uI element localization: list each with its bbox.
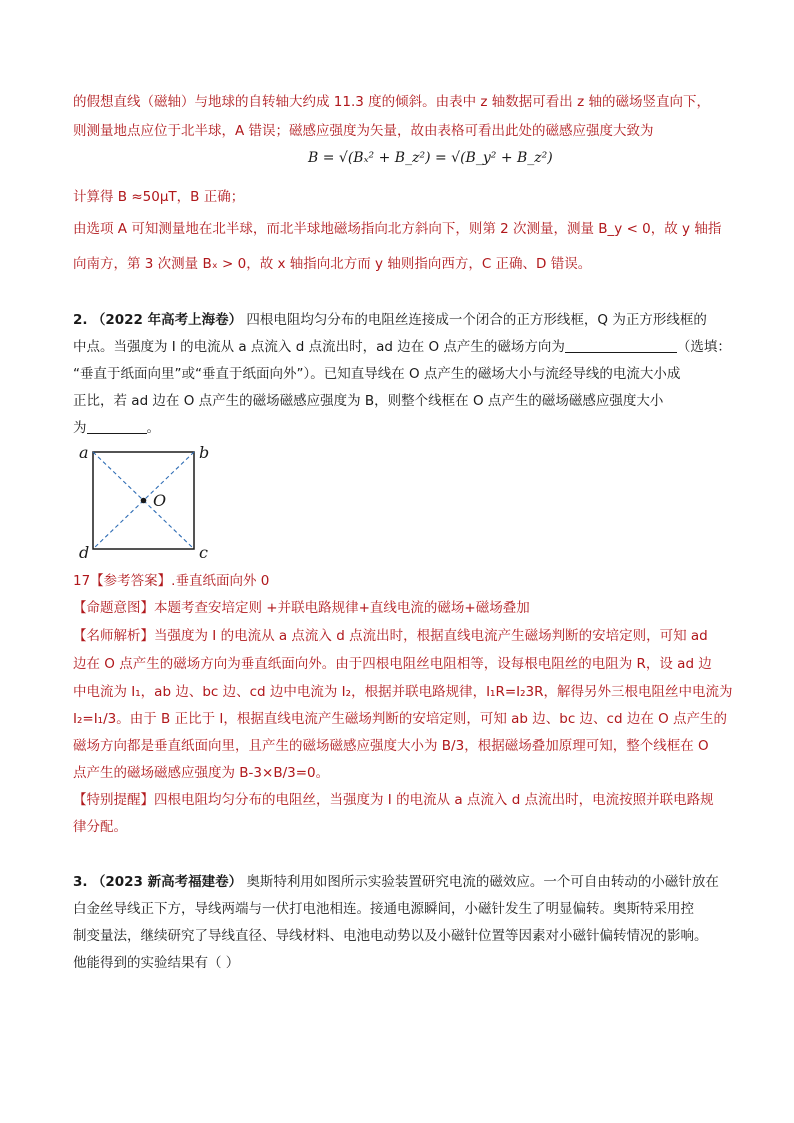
vertex-label-a: a [79, 443, 89, 462]
question-3-line-3: 制变量法，继续研究了导线直径、导线材料、电池电动势以及小磁针位置等因素对小磁针偏转情况的影响。 [73, 928, 708, 944]
prev-solution-line-4: 由选项 A 可知测量地在北半球，而北半球地磁场指向北方斜向下，则第 2 次测量，测量 B_y < 0，故 y 轴指 [73, 221, 722, 237]
question-3-line-4: 他能得到的实验结果有（ ） [73, 955, 240, 971]
question-2-line-4: 正比，若 ad 边在 O 点产生的磁场磁感应强度为 B，则整个线框在 O 点产生的磁场磁感应强度大小 [73, 393, 664, 409]
answer-blank-2[interactable] [87, 433, 147, 434]
question-2-text-5-tail: 。 [146, 420, 160, 436]
answer-2-tip-line-1 [73, 790, 714, 810]
question-2-text: 四根电阻均匀分布的电阻丝连接成一个闭合的正方形线框，Q 为正方形线框的 [246, 312, 707, 328]
question-2-number: 2. [73, 312, 88, 328]
answer-2-heading: 17【参考答案】.垂直纸面向外 0 [73, 573, 270, 589]
question-3-line-2: 白金丝导线正下方，导线两端与一伏打电池相连。接通电源瞬间，小磁针发生了明显偏转。奥斯特采用控 [73, 901, 694, 917]
square-frame-figure [73, 442, 223, 562]
answer-2-analysis-line-2: 边在 O 点产生的磁场方向为垂直纸面向外。由于四根电阻丝电阻相等，设每根电阻丝的电阻为 R，设 ad 边 [73, 656, 712, 672]
question-2-source: （2022 年高考上海卷） [91, 312, 243, 328]
question-2-line-2 [73, 337, 731, 357]
prev-solution-line-5: 向南方，第 3 次测量 Bₓ > 0，故 x 轴指向北方而 y 轴则指向西方，C 正确、D 错误。 [73, 256, 592, 272]
answer-2-analysis-line-5: 磁场方向都是垂直纸面向里，且产生的磁场磁感应强度大小为 B/3，根据磁场叠加原理可知，整个线框在 O [73, 738, 709, 754]
vertex-label-b: b [199, 443, 210, 462]
question-2-text-2-tail: （选填： [676, 339, 731, 355]
question-2-line-5 [73, 418, 160, 438]
tip-tag: 【特别提醒】 [73, 792, 154, 808]
vertex-label-d: d [79, 543, 90, 562]
question-3-text: 奥斯特利用如图所示实验装置研究电流的磁效应。一个可自由转动的小磁针放在 [246, 874, 719, 890]
magnitude-formula [308, 150, 553, 180]
analysis-tag: 【名师解析】 [73, 628, 154, 644]
answer-2-analysis-line-3: 中电流为 I₁，ab 边、bc 边、cd 边中电流为 I₂，根据并联电路规律，I₁R=I₂3R，解得另外三根电阻丝中电流为 [73, 684, 733, 700]
vertex-label-c: c [199, 543, 208, 562]
analysis-text-1: 当强度为 I 的电流从 a 点流入 d 点流出时，根据直线电流产生磁场判断的安培定则，可知 ad [154, 628, 708, 644]
center-point-o [141, 498, 147, 504]
question-3-source: （2023 新高考福建卷） [91, 874, 243, 890]
prev-solution-line-1: 的假想直线（磁轴）与地球的自转轴大约成 11.3 度的倾斜。由表中 z 轴数据可看出 z 轴的磁场竖直向下， [73, 94, 710, 110]
prev-solution-line-2: 则测量地点应位于北半球，A 错误；磁感应强度为矢量，故由表格可看出此处的磁感应强度大致为 [73, 123, 654, 139]
answer-2-analysis-line-4: I₂=I₁/3。由于 B 正比于 I，根据直线电流产生磁场判断的安培定则，可知 ab 边、bc 边、cd 边在 O 点产生的 [73, 711, 728, 727]
answer-2-analysis-line-1 [73, 626, 708, 646]
tip-text-1: 四根电阻均匀分布的电阻丝，当强度为 I 的电流从 a 点流入 d 点流出时，电流按照并联电路规 [154, 792, 714, 808]
question-2-line-1 [73, 310, 707, 330]
prev-solution-line-3: 计算得 B ≈50μT，B 正确； [73, 189, 245, 205]
center-label-o: O [153, 491, 167, 510]
question-3-line-1 [73, 872, 719, 892]
question-2-text-5: 为 [73, 420, 87, 436]
question-3-number: 3. [73, 874, 88, 890]
answer-blank-1[interactable] [565, 352, 677, 353]
question-2-line-3: “垂直于纸面向里”或“垂直于纸面向外”）。已知直导线在 O 点产生的磁场大小与流经导线的电流大小成 [73, 366, 681, 382]
question-2-text-2: 中点。当强度为 I 的电流从 a 点流入 d 点流出时，ad 边在 O 点产生的磁场方向为 [73, 339, 565, 355]
formula-text: B = √(Bₓ² + B_z²) = √(B_y² + B_z²) [308, 150, 553, 166]
answer-2-intent [73, 598, 530, 618]
answer-2-tip-line-2: 律分配。 [73, 819, 127, 835]
answer-2-analysis-line-6: 点产生的磁场磁感应强度为 B-3×B/3=0。 [73, 765, 330, 781]
intent-tag: 【命题意图】 [73, 600, 154, 616]
intent-text: 本题考查安培定则 +并联电路规律+直线电流的磁场+磁场叠加 [154, 600, 530, 616]
